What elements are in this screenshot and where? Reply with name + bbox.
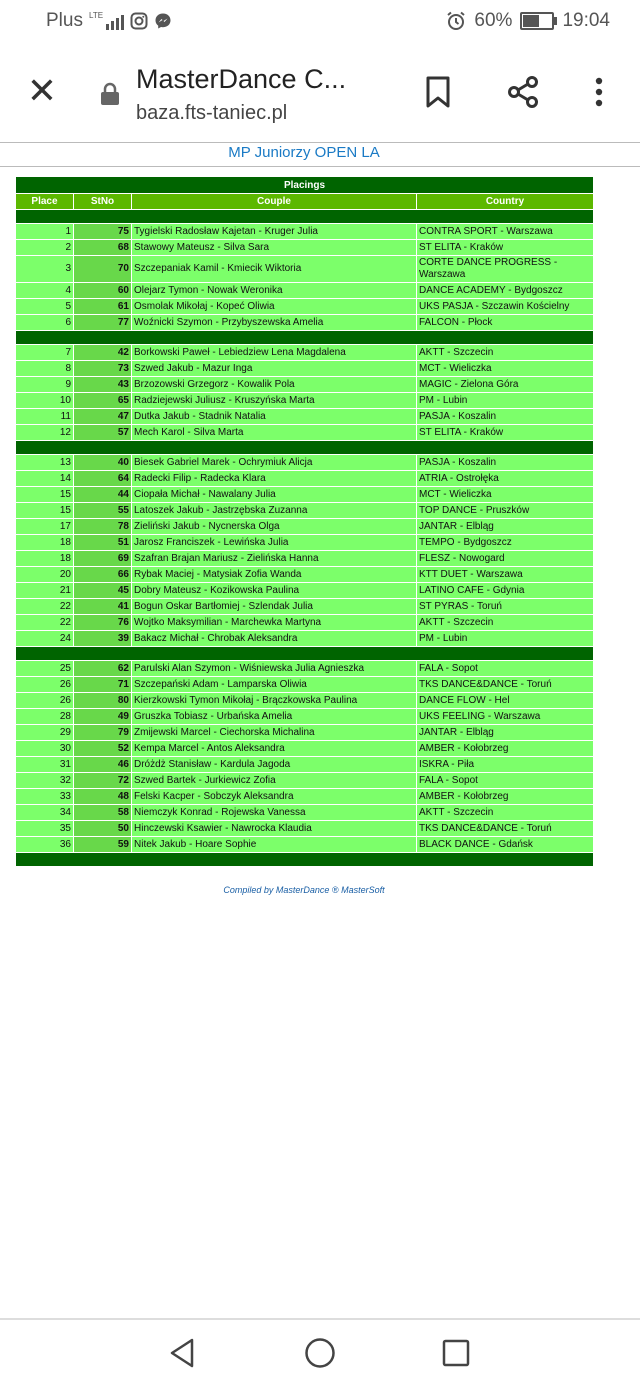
cell-place: 35 [16,821,73,836]
cell-country: TEMPO - Bydgoszcz [417,535,593,550]
cell-stno: 51 [74,535,131,550]
cell-place: 21 [16,583,73,598]
cell-place: 2 [16,240,73,255]
cell-couple: Ciopała Michał - Nawalany Julia [132,487,416,502]
cell-stno: 42 [74,345,131,360]
cell-stno: 66 [74,567,131,582]
cell-couple: Olejarz Tymon - Nowak Weronika [132,283,416,298]
cell-country: CORTE DANCE PROGRESS - Warszawa [417,256,593,282]
cell-stno: 43 [74,377,131,392]
cell-couple: Dutka Jakub - Stadnik Natalia [132,409,416,424]
table-row [16,519,593,534]
cell-stno: 69 [74,551,131,566]
cell-couple: Borkowski Paweł - Lebiedziew Lena Magdalena [132,345,416,360]
cell-place: 5 [16,299,73,314]
home-circle-icon[interactable] [303,1336,337,1370]
cell-stno: 41 [74,599,131,614]
group-separator [16,210,593,223]
table-row [16,583,593,598]
share-icon[interactable] [505,74,541,110]
clock: 19:04 [562,10,610,31]
cell-stno: 68 [74,240,131,255]
cell-couple: Tygielski Radosław Kajetan - Kruger Julia [132,224,416,239]
cell-place: 18 [16,551,73,566]
more-vert-icon[interactable] [581,74,617,110]
cell-couple: Wojtko Maksymilian - Marchewka Martyna [132,615,416,630]
table-row [16,773,593,788]
table-row [16,615,593,630]
cell-couple: Osmolak Mikołaj - Kopeć Oliwia [132,299,416,314]
cell-place: 3 [16,256,73,282]
table-row [16,709,593,724]
cell-place: 11 [16,409,73,424]
carrier-label: Plus [46,10,83,31]
table-row [16,224,593,239]
column-header-place: Place [16,194,73,209]
cell-stno: 79 [74,725,131,740]
cell-country: AKTT - Szczecin [417,805,593,820]
cell-couple: Rybak Maciej - Matysiak Zofia Wanda [132,567,416,582]
cell-country: ST ELITA - Kraków [417,240,593,255]
table-row [16,757,593,772]
cell-place: 17 [16,519,73,534]
cell-place: 13 [16,455,73,470]
cell-country: BLACK DANCE - Gdańsk [417,837,593,852]
cell-place: 12 [16,425,73,440]
cell-couple: Dróżdż Stanisław - Kardula Jagoda [132,757,416,772]
bookmark-icon[interactable] [420,74,456,110]
table-row [16,741,593,756]
cell-stno: 73 [74,361,131,376]
cell-country: AKTT - Szczecin [417,615,593,630]
cell-couple: Brzozowski Grzegorz - Kowalik Pola [132,377,416,392]
cell-country: AMBER - Kołobrzeg [417,789,593,804]
instagram-icon [130,12,148,30]
cell-place: 28 [16,709,73,724]
cell-couple: Szwed Jakub - Mazur Inga [132,361,416,376]
cell-country: FALCON - Płock [417,315,593,330]
table-row [16,837,593,852]
cell-country: UKS PASJA - Szczawin Kościelny [417,299,593,314]
table-row [16,567,593,582]
cell-country: TOP DANCE - Pruszków [417,503,593,518]
group-separator-cell [16,331,593,344]
cell-country: TKS DANCE&DANCE - Toruń [417,821,593,836]
cell-couple: Dobry Mateusz - Kozikowska Paulina [132,583,416,598]
cell-place: 31 [16,757,73,772]
cell-couple: Gruszka Tobiasz - Urbańska Amelia [132,709,416,724]
url-host[interactable]: baza.fts-taniec.pl [136,102,288,124]
cell-place: 6 [16,315,73,330]
cell-couple: Hinczewski Ksawier - Nawrocka Klaudia [132,821,416,836]
table-row [16,455,593,470]
cell-stno: 50 [74,821,131,836]
cell-couple: Radziejewski Juliusz - Kruszyńska Marta [132,393,416,408]
cell-stno: 80 [74,693,131,708]
recents-square-icon[interactable] [439,1336,473,1370]
group-separator-cell [16,210,593,223]
cell-stno: 62 [74,661,131,676]
cell-stno: 60 [74,283,131,298]
cell-couple: Latoszek Jakub - Jastrzębska Zuzanna [132,503,416,518]
cell-couple: Szafran Brajan Mariusz - Zielińska Hanna [132,551,416,566]
cell-couple: Bogun Oskar Bartłomiej - Szlendak Julia [132,599,416,614]
lte-signal-icon [89,12,124,30]
cell-place: 22 [16,599,73,614]
cell-place: 29 [16,725,73,740]
cell-country: KTT DUET - Warszawa [417,567,593,582]
cell-country: DANCE FLOW - Hel [417,693,593,708]
table-row [16,315,593,330]
group-separator [16,441,593,454]
table-row [16,661,593,676]
network-type-label: LTE [88,11,104,20]
cell-country: ISKRA - Piła [417,757,593,772]
cell-place: 20 [16,567,73,582]
column-header-couple: Couple [132,194,416,209]
cell-country: FLESZ - Nowogard [417,551,593,566]
table-row [16,425,593,440]
cell-stno: 58 [74,805,131,820]
table-row [16,487,593,502]
cell-country: ATRIA - Ostrołęka [417,471,593,486]
cell-couple: Kierzkowski Tymon Mikołaj - Brączkowska Paulina [132,693,416,708]
group-separator-cell [16,441,593,454]
cell-couple: Zieliński Jakub - Nycnerska Olga [132,519,416,534]
cell-couple: Woźnicki Szymon - Przybyszewska Amelia [132,315,416,330]
cell-stno: 71 [74,677,131,692]
table-row [16,535,593,550]
cell-place: 36 [16,837,73,852]
cell-place: 34 [16,805,73,820]
cell-stno: 70 [74,256,131,282]
cell-stno: 39 [74,631,131,646]
cell-place: 22 [16,615,73,630]
cell-place: 24 [16,631,73,646]
group-separator-cell [16,853,593,866]
cell-country: TKS DANCE&DANCE - Toruń [417,677,593,692]
table-row [16,631,593,646]
cell-couple: Felski Kacper - Sobczyk Aleksandra [132,789,416,804]
cell-stno: 52 [74,741,131,756]
table-row [16,409,593,424]
table-row [16,789,593,804]
cell-place: 25 [16,661,73,676]
cell-place: 32 [16,773,73,788]
cell-couple: Biesek Gabriel Marek - Ochrymiuk Alicja [132,455,416,470]
cell-country: FALA - Sopot [417,773,593,788]
cell-country: AMBER - Kołobrzeg [417,741,593,756]
group-separator [16,331,593,344]
group-separator [16,647,593,660]
cell-country: PASJA - Koszalin [417,409,593,424]
table-row [16,805,593,820]
cell-couple: Nitek Jakub - Hoare Sophie [132,837,416,852]
alarm-icon [446,11,466,31]
table-row [16,503,593,518]
browser-toolbar [0,44,640,143]
table-row [16,299,593,314]
table-row [16,393,593,408]
table-row [16,551,593,566]
cell-couple: Mech Karol - Silva Marta [132,425,416,440]
cell-country: MCT - Wieliczka [417,361,593,376]
cell-place: 26 [16,677,73,692]
cell-stno: 64 [74,471,131,486]
cell-couple: Parulski Alan Szymon - Wiśniewska Julia Agnieszka [132,661,416,676]
cell-country: PM - Lubin [417,393,593,408]
back-triangle-icon[interactable] [166,1336,200,1370]
page-tab-title[interactable]: MasterDance C... [136,64,347,94]
battery-percent: 60% [474,10,513,31]
battery-icon [520,12,554,30]
cell-place: 1 [16,224,73,239]
table-title-row [16,177,593,193]
table-row [16,821,593,836]
cell-stno: 57 [74,425,131,440]
cell-place: 15 [16,503,73,518]
cell-couple: Zmijewski Marcel - Ciechorska Michalina [132,725,416,740]
column-header-row [16,194,593,209]
cell-place: 14 [16,471,73,486]
cell-couple: Radecki Filip - Radecka Klara [132,471,416,486]
cell-couple: Kempa Marcel - Antos Aleksandra [132,741,416,756]
cell-country: PM - Lubin [417,631,593,646]
compiled-by-credit: Compiled by MasterDance ® MasterSoft [223,885,385,895]
cell-country: FALA - Sopot [417,661,593,676]
cell-stno: 48 [74,789,131,804]
cell-country: UKS FEELING - Warszawa [417,709,593,724]
divider-bottom [0,166,640,167]
cell-country: CONTRA SPORT - Warszawa [417,224,593,239]
cell-country: JANTAR - Elbląg [417,725,593,740]
status-bar [0,0,640,44]
cell-stno: 59 [74,837,131,852]
cell-stno: 72 [74,773,131,788]
cell-country: ST PYRAS - Toruń [417,599,593,614]
table-row [16,693,593,708]
group-separator [16,853,593,866]
cell-place: 9 [16,377,73,392]
battery-level [523,15,539,27]
table-row [16,283,593,298]
page-title: MP Juniorzy OPEN LA [228,144,380,161]
column-header-country: Country [417,194,593,209]
group-separator-cell [16,647,593,660]
table-row [16,377,593,392]
cell-stno: 47 [74,409,131,424]
cell-country: ST ELITA - Kraków [417,425,593,440]
status-left [46,10,172,32]
cell-stno: 49 [74,709,131,724]
cell-country: MCT - Wieliczka [417,487,593,502]
cell-couple: Bakacz Michał - Chrobak Aleksandra [132,631,416,646]
cell-couple: Szwed Bartek - Jurkiewicz Zofia [132,773,416,788]
cell-couple: Jarosz Franciszek - Lewińska Julia [132,535,416,550]
cell-stno: 44 [74,487,131,502]
table-row [16,725,593,740]
cell-country: PASJA - Koszalin [417,455,593,470]
cell-stno: 40 [74,455,131,470]
close-icon[interactable]: ✕ [26,70,58,111]
table-row [16,599,593,614]
placings-table [15,176,594,867]
cell-stno: 75 [74,224,131,239]
cell-country: LATINO CAFE - Gdynia [417,583,593,598]
cell-stno: 77 [74,315,131,330]
cell-couple: Szczepaniak Kamil - Kmiecik Wiktoria [132,256,416,282]
cell-country: MAGIC - Zielona Góra [417,377,593,392]
cell-country: DANCE ACADEMY - Bydgoszcz [417,283,593,298]
cell-stno: 65 [74,393,131,408]
cell-place: 4 [16,283,73,298]
cell-stno: 46 [74,757,131,772]
cell-stno: 76 [74,615,131,630]
lock-icon [100,82,120,106]
cell-couple: Szczepański Adam - Lamparska Oliwia [132,677,416,692]
cell-place: 18 [16,535,73,550]
cell-place: 33 [16,789,73,804]
table-row [16,256,593,282]
messenger-icon [154,12,172,30]
table-row [16,240,593,255]
cell-stno: 55 [74,503,131,518]
cell-country: JANTAR - Elbląg [417,519,593,534]
cell-couple: Stawowy Mateusz - Silva Sara [132,240,416,255]
table-row [16,677,593,692]
cell-place: 15 [16,487,73,502]
table-row [16,361,593,376]
android-nav-bar [0,1318,640,1388]
status-right [446,10,610,32]
cell-place: 8 [16,361,73,376]
cell-place: 30 [16,741,73,756]
cell-place: 26 [16,693,73,708]
cell-country: AKTT - Szczecin [417,345,593,360]
cell-stno: 61 [74,299,131,314]
column-header-stno: StNo [74,194,131,209]
cell-stno: 45 [74,583,131,598]
cell-place: 7 [16,345,73,360]
table-row [16,345,593,360]
cell-place: 10 [16,393,73,408]
table-title: Placings [16,177,593,193]
table-row [16,471,593,486]
cell-couple: Niemczyk Konrad - Rojewska Vanessa [132,805,416,820]
cell-stno: 78 [74,519,131,534]
